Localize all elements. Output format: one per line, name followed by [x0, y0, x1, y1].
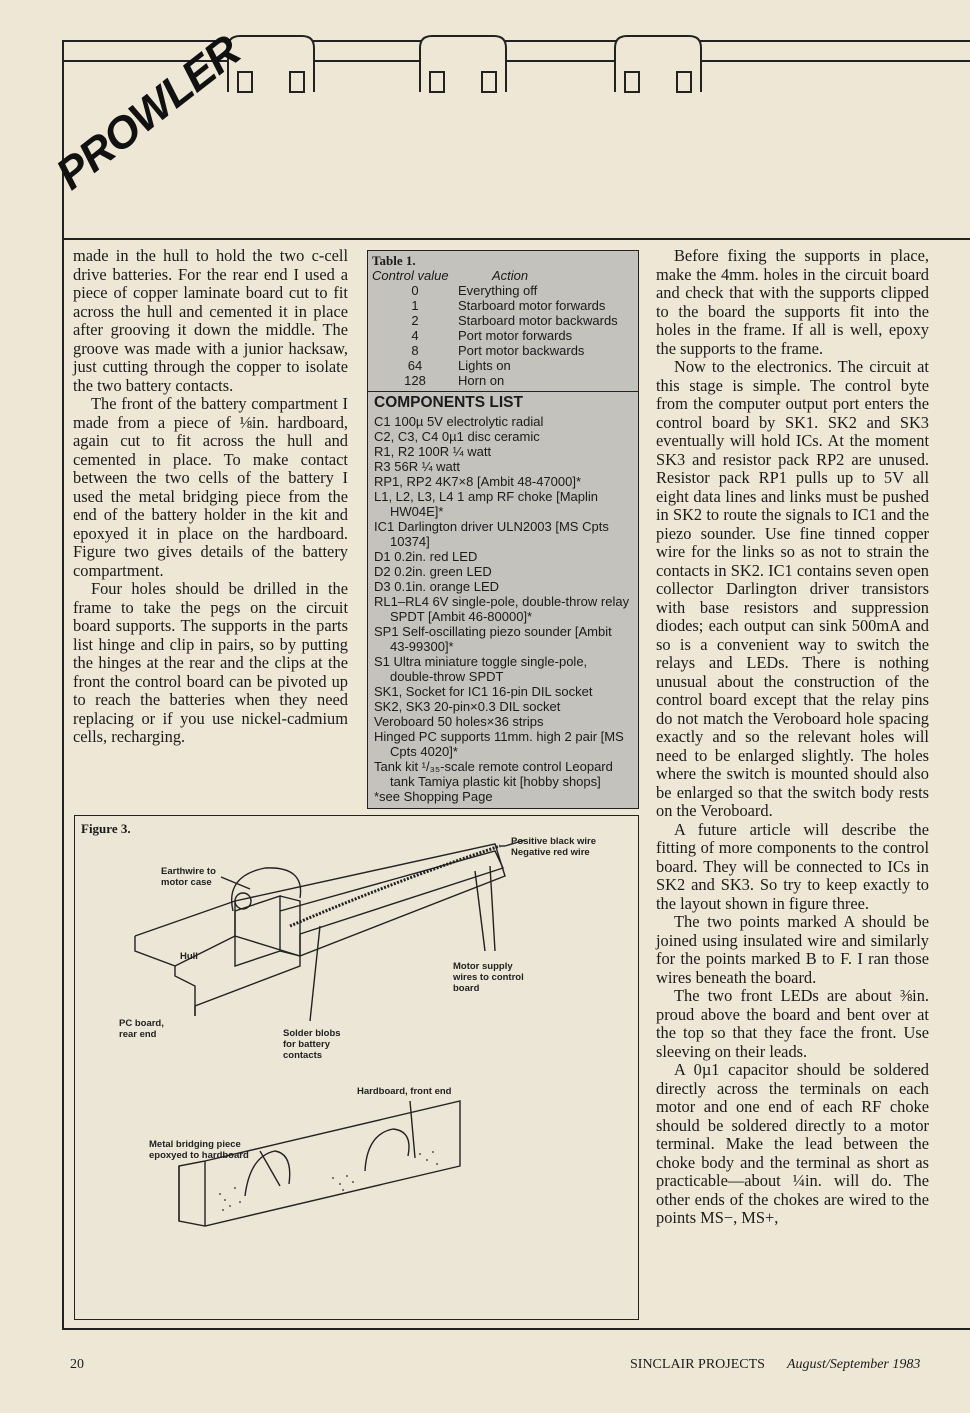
header-control-value: Control value: [372, 268, 449, 283]
component-item: Veroboard 50 holes×36 strips: [374, 714, 544, 729]
component-item: C2, C3, C4 0µ1 disc ceramic: [374, 429, 540, 444]
paragraph: A 0µ1 capacitor should be soldered directly across the terminals on each motor and one end of each RF choke should be soldered directly to a motor terminal. Make the lead between the choke body and the terminal as short as practicable—about ¼in. will do. The other ends of the chokes are wired to the points MS−, MS+,: [656, 1060, 929, 1227]
action: Horn on: [458, 373, 505, 388]
control-value: 128: [404, 373, 426, 388]
control-value: 1: [411, 298, 419, 313]
label-solder-blobs: Solder blobs for battery contacts: [283, 1028, 341, 1061]
component-item: R1, R2 100R ¼ watt: [374, 444, 492, 459]
label-positive-wire: Positive black wire: [511, 836, 597, 847]
paragraph: Before fixing the supports in place, make the 4mm. holes in the circuit board and check that with the supports clipped to the board the supports fit into the holes in the frame. If all is well, epoxy the supports to the frame.: [656, 246, 929, 358]
control-value: 64: [407, 358, 423, 373]
components-title: COMPONENTS LIST: [368, 391, 638, 414]
component-item: RL1–RL4 6V single-pole, double-throw relay SPDT [Ambit 46-80000]*: [374, 594, 630, 624]
action: Everything off: [458, 283, 538, 298]
paragraph: The front of the battery compartment I made from a piece of ⅛in. hardboard, again cut to fit across the hull and cemented in place. To make contact between the two cells of the battery I used the metal bridging piece from the end of the battery holder in the kit and epoxyed it in place on the hardboard. Figure two gives details of the battery compartment.: [73, 394, 348, 580]
table-row: [368, 298, 638, 313]
action: Starboard motor backwards: [458, 313, 618, 328]
table-components-box: [367, 250, 639, 809]
component-item: D2 0.2in. green LED: [374, 564, 492, 579]
paragraph: A future article will describe the fitting of more components to the control board. They will be connected to ICs in SK2 and SK3. So try to keep exactly to the layout shown in figure three.: [656, 819, 929, 913]
issue-date: August/September 1983: [787, 1357, 921, 1372]
table-row: [368, 283, 638, 298]
control-value: 4: [411, 328, 419, 343]
table-title: Table 1.: [372, 253, 416, 268]
component-item: R3 56R ¼ watt: [374, 459, 460, 474]
label-pc-board: PC board, rear end: [119, 1018, 164, 1040]
components-list: [368, 414, 638, 808]
table-rows: [368, 283, 638, 388]
component-item: S1 Ultra miniature toggle single-pole, double-throw SPDT: [374, 654, 588, 684]
label-hardboard: Hardboard, front end: [357, 1086, 452, 1097]
prowler-logo: PROWLER: [47, 26, 250, 200]
control-value: 8: [411, 343, 419, 358]
paragraph: Now to the electronics. The circuit at this stage is simple. The control byte from the computer output port enters the control board by SK1. SK2 and SK3 eventually will hold ICs. At the moment SK3 and resistor pack RP2 are unused. Resistor pack RP1 pulls up to 5V all eight data lines and links must be pushed in SK2 to route the signals to IC1 and the piezo sounder. Use fine tinned copper wire for the links so as not to strain the contacts in SK2. IC1 contains seven open collector Darlington driver transistors with base resistors and suppression diodes; each output can sink 500mA and so is a convenient way to switch the relays and LEDs. There is nothing unusual about the construction of the control board except that the relay pins do not match the Veroboard hole spacing exactly and so the relevant holes will need to be enlarged slightly. The holes where the switch is mounted should also be enlarged so that the switch body rests on the Veroboard.: [656, 357, 929, 820]
table-row: [368, 358, 638, 373]
component-item: Tank kit ¹/₃₅-scale remote control Leopard tank Tamiya plastic kit [hobby shops]: [374, 759, 613, 789]
label-negative-wire: Negative red wire: [511, 847, 590, 858]
column-left: [73, 247, 348, 747]
hinge-clip-3: [615, 36, 701, 92]
label-bridging-piece: Metal bridging piece epoxyed to hardboard: [149, 1139, 249, 1161]
component-item: IC1 Darlington driver ULN2003 [MS Cpts 10374]: [374, 519, 609, 549]
magazine-name: SINCLAIR PROJECTS: [630, 1357, 765, 1372]
figure-title: Figure 3.: [81, 821, 131, 836]
hinge-clip-2: [420, 36, 506, 92]
component-item: L1, L2, L3, L4 1 amp RF choke [Maplin HW04E]*: [374, 489, 599, 519]
component-item: RP1, RP2 4K7×8 [Ambit 48-47000]*: [374, 474, 582, 489]
paragraph: The two points marked A should be joined using insulated wire and similarly for the points marked B to F. I ran those wires beneath the board.: [656, 912, 929, 987]
column-right: [656, 247, 929, 1228]
action: Starboard motor forwards: [458, 298, 606, 313]
label-hull: Hull: [180, 951, 198, 962]
label-motor-supply: Motor supply wires to control board: [453, 961, 524, 994]
component-item: D3 0.1in. orange LED: [374, 579, 500, 594]
control-value: 2: [411, 313, 419, 328]
table-row: [368, 328, 638, 343]
table-row: [368, 373, 638, 388]
component-item: *see Shopping Page: [374, 789, 493, 804]
paragraph: Four holes should be drilled in the frame to take the pegs on the circuit board supports. The supports in the parts list hinge and clip in pairs, so by putting the hinges at the rear and the clips at the front the control board can be pivoted up to reach the batteries when they need replacing or if you use nickel-cadmium cells, recharging.: [73, 579, 348, 746]
header-action: Action: [492, 268, 529, 283]
battery-compartment-drawing: [75, 816, 637, 1318]
component-item: SK1, Socket for IC1 16-pin DIL socket: [374, 684, 593, 699]
component-item: Hinged PC supports 11mm. high 2 pair [MS Cpts 4020]*: [374, 729, 624, 759]
table-row: [368, 343, 638, 358]
action: Port motor forwards: [458, 328, 573, 343]
component-item: SK2, SK3 20-pin×0.3 DIL socket: [374, 699, 561, 714]
component-item: C1 100µ 5V electrolytic radial: [374, 414, 544, 429]
paragraph: made in the hull to hold the two c-cell drive batteries. For the rear end I used a piece of copper laminate board cut to fit across the hull and cemented it in place after grooving it down the middle. The groove was made with a junior hacksaw, just cutting through the copper to isolate the two battery contacts.: [73, 246, 348, 395]
component-item: D1 0.2in. red LED: [374, 549, 478, 564]
paragraph: The two front LEDs are about ⅜in. proud above the board and bent over at the top so that they face the front. Use sleeving on their leads.: [656, 986, 929, 1061]
action: Port motor backwards: [458, 343, 585, 358]
page-number: 20: [70, 1357, 84, 1372]
table-row: [368, 313, 638, 328]
label-earthwire: Earthwire to motor case: [161, 866, 216, 888]
action: Lights on: [458, 358, 511, 373]
figure-3: [74, 815, 639, 1320]
control-value: 0: [411, 283, 419, 298]
component-item: SP1 Self-oscillating piezo sounder [Ambit 43-99300]*: [374, 624, 612, 654]
table-header: [368, 268, 638, 283]
